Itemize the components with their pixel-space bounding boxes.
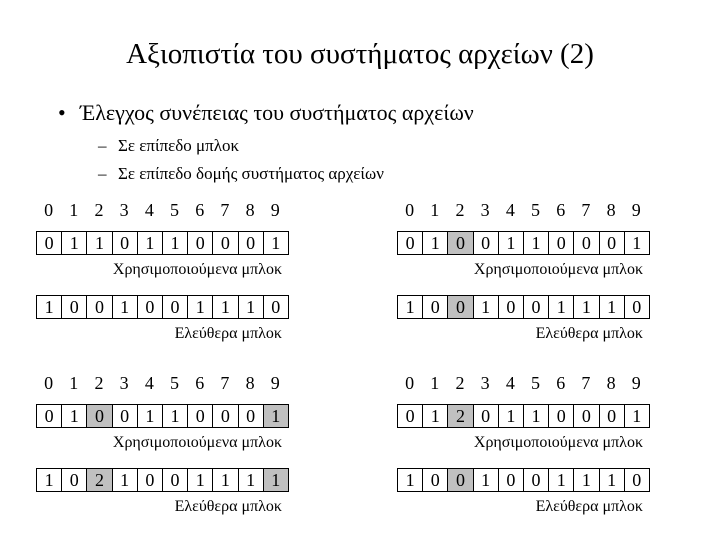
block-index: 4 [144, 373, 154, 393]
block-index: 7 [581, 200, 591, 220]
free-blocks-row-cell: 1 [188, 469, 213, 491]
used-blocks-row [397, 404, 650, 428]
free-blocks-row-cell: 1 [113, 469, 138, 491]
used-blocks-row-cell: 0 [87, 405, 112, 427]
free-blocks-row-cell: 0 [138, 469, 163, 491]
used-blocks-row-cell: 1 [625, 232, 650, 254]
free-blocks-row-cell: 1 [600, 296, 625, 318]
used-blocks-row-cell: 1 [524, 232, 549, 254]
block-index: 5 [170, 373, 180, 393]
free-blocks-row [36, 468, 289, 492]
free-blocks-label: Ελεύθερα μπλοκ [535, 498, 643, 515]
free-blocks-row-cell: 1 [37, 296, 62, 318]
block-index: 3 [480, 200, 490, 220]
block-index: 0 [44, 373, 54, 393]
free-blocks-row-cell: 0 [163, 469, 188, 491]
used-blocks-row-cell: 0 [549, 405, 574, 427]
used-blocks-row-cell: 0 [37, 232, 62, 254]
block-index: 9 [270, 373, 280, 393]
free-blocks-row-cell: 1 [474, 469, 499, 491]
block-index: 9 [270, 200, 280, 220]
used-blocks-row [36, 404, 289, 428]
free-blocks-row-cell: 1 [213, 469, 238, 491]
used-blocks-row-cell: 0 [37, 405, 62, 427]
block-index: 5 [170, 200, 180, 220]
used-blocks-row-cell: 0 [113, 232, 138, 254]
block-index: 0 [405, 200, 415, 220]
sub-bullet-block-level [98, 136, 239, 156]
free-blocks-row-cell: 0 [499, 296, 524, 318]
used-blocks-row-cell: 1 [163, 232, 188, 254]
used-blocks-row-cell: 1 [264, 405, 289, 427]
block-index: 1 [430, 200, 440, 220]
used-blocks-row-cell: 1 [423, 405, 448, 427]
block-index: 9 [631, 200, 641, 220]
free-blocks-row-cell: 0 [264, 296, 289, 318]
block-index: 8 [606, 200, 616, 220]
block-index: 4 [505, 373, 515, 393]
block-index: 3 [480, 373, 490, 393]
free-blocks-row-cell: 0 [423, 296, 448, 318]
sub-bullet-marker: – [98, 164, 107, 183]
free-blocks-row [397, 295, 650, 319]
block-index: 0 [44, 200, 54, 220]
used-blocks-row-cell: 0 [474, 232, 499, 254]
free-blocks-row-cell: 1 [574, 469, 599, 491]
free-blocks-row-cell: 1 [213, 296, 238, 318]
used-blocks-row-cell: 0 [113, 405, 138, 427]
block-index: 2 [455, 373, 465, 393]
block-index: 8 [245, 200, 255, 220]
block-index-row [36, 200, 288, 222]
block-index: 1 [430, 373, 440, 393]
block-index: 4 [505, 200, 515, 220]
used-blocks-row-cell: 0 [188, 405, 213, 427]
block-index: 4 [144, 200, 154, 220]
free-blocks-row-cell: 1 [398, 296, 423, 318]
block-index: 6 [195, 373, 205, 393]
free-blocks-row-cell: 1 [398, 469, 423, 491]
block-index: 5 [531, 373, 541, 393]
free-blocks-row-cell: 0 [625, 469, 650, 491]
free-blocks-row [397, 468, 650, 492]
bullet-marker: • [58, 100, 66, 125]
block-index: 2 [94, 373, 104, 393]
block-index: 3 [119, 200, 129, 220]
free-blocks-row-cell: 0 [163, 296, 188, 318]
free-blocks-row [36, 295, 289, 319]
used-blocks-row-cell: 0 [188, 232, 213, 254]
used-blocks-row-cell: 1 [62, 405, 87, 427]
free-blocks-row-cell: 1 [600, 469, 625, 491]
block-index: 2 [94, 200, 104, 220]
free-blocks-row-cell: 0 [138, 296, 163, 318]
used-blocks-row-cell: 0 [600, 232, 625, 254]
block-index: 5 [531, 200, 541, 220]
used-blocks-row-cell: 2 [448, 405, 473, 427]
free-blocks-row-cell: 0 [87, 296, 112, 318]
free-blocks-label: Ελεύθερα μπλοκ [535, 325, 643, 342]
free-blocks-row-cell: 0 [499, 469, 524, 491]
used-blocks-row-cell: 0 [213, 405, 238, 427]
main-bullet [58, 100, 474, 126]
free-blocks-label: Ελεύθερα μπλοκ [174, 325, 282, 342]
used-blocks-row [36, 231, 289, 255]
block-index: 0 [405, 373, 415, 393]
used-blocks-row-cell: 1 [499, 405, 524, 427]
used-blocks-row-cell: 1 [138, 232, 163, 254]
block-index: 3 [119, 373, 129, 393]
free-blocks-row-cell: 1 [37, 469, 62, 491]
used-blocks-row-cell: 0 [213, 232, 238, 254]
free-blocks-row-cell: 1 [549, 296, 574, 318]
used-blocks-row-cell: 0 [600, 405, 625, 427]
free-blocks-row-cell: 1 [264, 469, 289, 491]
used-blocks-row-cell: 0 [574, 405, 599, 427]
block-index: 9 [631, 373, 641, 393]
used-blocks-row-cell: 1 [87, 232, 112, 254]
block-index-row [397, 200, 649, 222]
sub-bullet-text: Σε επίπεδο μπλοκ [118, 136, 240, 155]
block-index: 7 [220, 373, 230, 393]
used-blocks-row-cell: 1 [524, 405, 549, 427]
free-blocks-row-cell: 0 [62, 296, 87, 318]
block-index: 7 [220, 200, 230, 220]
used-blocks-row-cell: 1 [163, 405, 188, 427]
used-blocks-row-cell: 1 [423, 232, 448, 254]
block-index: 1 [69, 373, 79, 393]
block-index: 6 [195, 200, 205, 220]
free-blocks-row-cell: 0 [423, 469, 448, 491]
used-blocks-row-cell: 0 [549, 232, 574, 254]
sub-bullet-marker: – [98, 136, 107, 155]
used-blocks-label: Χρησιμοποιούμενα μπλοκ [112, 434, 282, 451]
slide-title: Αξιοπιστία του συστήματος αρχείων (2) [126, 38, 594, 70]
free-blocks-row-cell: 1 [239, 296, 264, 318]
used-blocks-row [397, 231, 650, 255]
free-blocks-row-cell: 1 [549, 469, 574, 491]
block-index: 8 [606, 373, 616, 393]
free-blocks-row-cell: 1 [239, 469, 264, 491]
block-index: 7 [581, 373, 591, 393]
free-blocks-row-cell: 0 [524, 469, 549, 491]
block-index: 2 [455, 200, 465, 220]
used-blocks-row-cell: 1 [499, 232, 524, 254]
used-blocks-row-cell: 1 [264, 232, 289, 254]
block-index: 6 [556, 373, 566, 393]
sub-bullet-structure-level [98, 164, 384, 184]
free-blocks-row-cell: 1 [113, 296, 138, 318]
used-blocks-row-cell: 0 [474, 405, 499, 427]
free-blocks-label: Ελεύθερα μπλοκ [174, 498, 282, 515]
used-blocks-label: Χρησιμοποιούμενα μπλοκ [473, 261, 643, 278]
block-index-row [397, 373, 649, 395]
free-blocks-row-cell: 0 [448, 296, 473, 318]
free-blocks-row-cell: 0 [625, 296, 650, 318]
used-blocks-row-cell: 0 [239, 232, 264, 254]
free-blocks-row-cell: 2 [87, 469, 112, 491]
main-bullet-text: Έλεγχος συνέπειας του συστήματος αρχείων [80, 100, 474, 125]
used-blocks-row-cell: 1 [62, 232, 87, 254]
free-blocks-row-cell: 0 [524, 296, 549, 318]
free-blocks-row-cell: 1 [574, 296, 599, 318]
used-blocks-row-cell: 0 [574, 232, 599, 254]
block-index-row [36, 373, 288, 395]
used-blocks-row-cell: 0 [239, 405, 264, 427]
used-blocks-label: Χρησιμοποιούμενα μπλοκ [473, 434, 643, 451]
used-blocks-row-cell: 0 [448, 232, 473, 254]
used-blocks-row-cell: 1 [625, 405, 650, 427]
sub-bullet-text: Σε επίπεδο δομής συστήματος αρχείων [118, 164, 384, 183]
used-blocks-row-cell: 0 [398, 405, 423, 427]
free-blocks-row-cell: 0 [62, 469, 87, 491]
used-blocks-label: Χρησιμοποιούμενα μπλοκ [112, 261, 282, 278]
used-blocks-row-cell: 1 [138, 405, 163, 427]
block-index: 6 [556, 200, 566, 220]
free-blocks-row-cell: 0 [448, 469, 473, 491]
block-index: 1 [69, 200, 79, 220]
used-blocks-row-cell: 0 [398, 232, 423, 254]
free-blocks-row-cell: 1 [474, 296, 499, 318]
free-blocks-row-cell: 1 [188, 296, 213, 318]
block-index: 8 [245, 373, 255, 393]
